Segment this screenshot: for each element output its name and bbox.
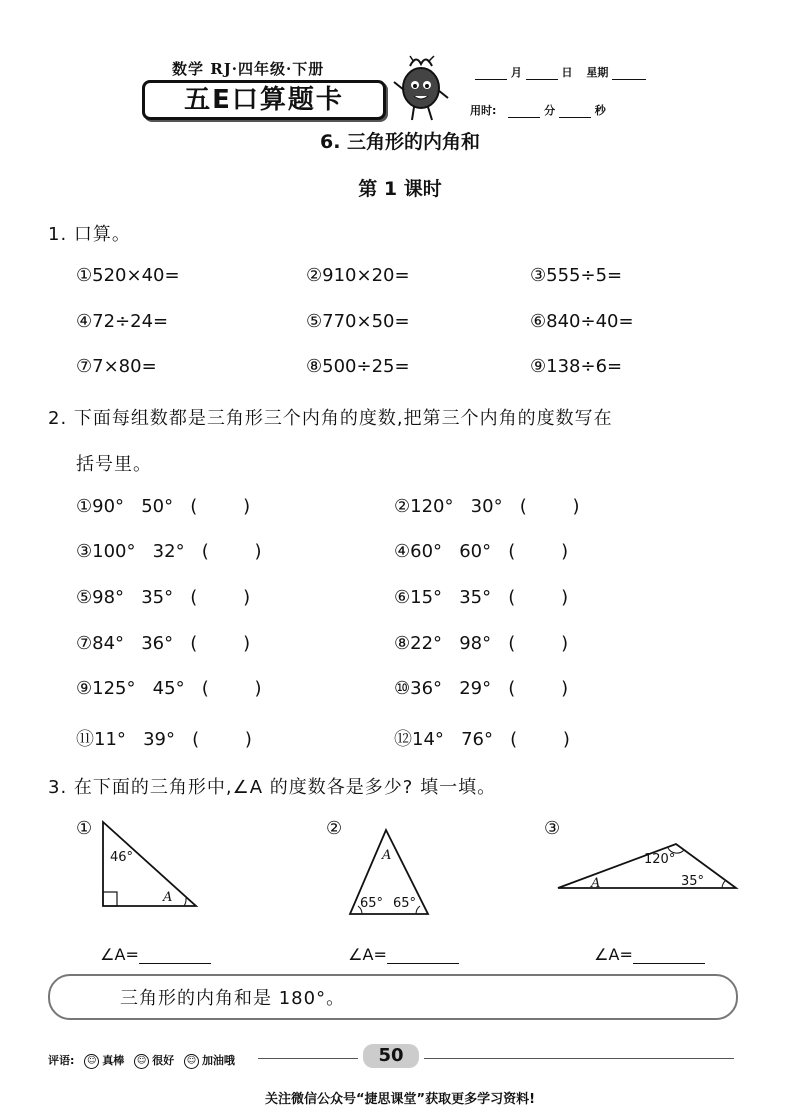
q2-item: ③100° 32° ( )	[76, 541, 262, 562]
q2-item: ⑨125° 45° ( )	[76, 678, 262, 699]
date-line	[475, 64, 646, 80]
summary-box	[48, 974, 738, 1020]
great-face-icon: ☺	[84, 1054, 99, 1069]
q2-item: ⑫14° 76° ( )	[394, 729, 570, 750]
month-blank[interactable]	[475, 67, 507, 80]
day-blank[interactable]	[526, 67, 558, 80]
time-label: 用时:	[470, 104, 497, 117]
q1-item: ⑤770×50=	[306, 311, 410, 332]
good-face-icon: ☺	[134, 1054, 149, 1069]
triangle-3-answer: ∠A=	[584, 926, 705, 964]
q1-item: ④72÷24=	[76, 311, 169, 332]
q2-item: ④60° 60° ( )	[394, 541, 569, 562]
q1-item: ⑨138÷6=	[530, 356, 623, 377]
minute-blank[interactable]	[508, 105, 540, 118]
q2-item: ②120° 30° ( )	[394, 496, 580, 517]
q2-item: ⑧22° 98° ( )	[394, 633, 569, 654]
second-label: 秒	[594, 104, 606, 117]
q1-item: ⑦7×80=	[76, 356, 157, 377]
second-blank[interactable]	[559, 105, 591, 118]
triangle-1-label-a: A	[163, 890, 173, 905]
review-label: 评语:	[48, 1054, 75, 1067]
mascot-icon	[390, 52, 452, 124]
page-number: 50	[363, 1044, 419, 1068]
q2-item: ①90° 50° ( )	[76, 496, 251, 517]
triangle-2-blank[interactable]	[387, 949, 459, 964]
book-subtitle: 数学 RJ·四年级·下册	[172, 60, 325, 78]
q2-prompt-line1: 2. 下面每组数都是三角形三个内角的度数,把第三个内角的度数写在	[48, 408, 613, 429]
q2-item: ⑥15° 35° ( )	[394, 587, 569, 608]
triangle-1-answer: ∠A=	[90, 926, 211, 964]
triangle-2-angle-right: 65°	[393, 896, 417, 911]
q1-prompt: 1. 口算。	[48, 224, 131, 245]
q2-item: ⑩36° 29° ( )	[394, 678, 569, 699]
footer-note: 关注微信公众号“捷思课堂”获取更多学习资料!	[264, 1092, 536, 1107]
triangle-1-number: ①	[76, 818, 93, 839]
summary-text: 三角形的内角和是 180°。	[120, 988, 346, 1009]
triangle-3-blank[interactable]	[633, 949, 705, 964]
q1-item: ③555÷5=	[530, 265, 623, 286]
triangle-3-label-a: A	[591, 876, 601, 891]
lesson-subtitle: 第 1 课时	[358, 178, 442, 200]
day-label: 日	[561, 66, 573, 79]
triangle-3-number: ③	[544, 818, 561, 839]
time-line	[470, 102, 606, 118]
banner-title: 五E口算题卡	[184, 85, 344, 115]
q2-prompt-line2: 括号里。	[76, 454, 152, 475]
month-label: 月	[510, 66, 522, 79]
q1-item: ⑧500÷25=	[306, 356, 410, 377]
triangle-3	[556, 840, 740, 894]
triangle-3-angle-right: 35°	[681, 874, 705, 889]
q1-item: ①520×40=	[76, 265, 180, 286]
q1-item: ②910×20=	[306, 265, 410, 286]
weekday-blank[interactable]	[612, 67, 646, 80]
banner	[142, 80, 386, 120]
divider-left	[258, 1058, 358, 1059]
triangle-2-answer: ∠A=	[338, 926, 459, 964]
minute-label: 分	[544, 104, 556, 117]
keep-going-face-icon: ☺	[184, 1054, 199, 1069]
q2-item: ⑤98° 35° ( )	[76, 587, 251, 608]
divider-right	[424, 1058, 734, 1059]
q2-item: ⑪11° 39° ( )	[76, 729, 252, 750]
review-great: 真棒	[102, 1054, 125, 1067]
triangle-2-angle-left: 65°	[360, 896, 384, 911]
triangle-1-blank[interactable]	[139, 949, 211, 964]
q2-item: ⑦84° 36° ( )	[76, 633, 251, 654]
review-good: 很好	[152, 1054, 175, 1067]
triangle-2	[346, 826, 432, 918]
weekday-label: 星期	[586, 66, 609, 79]
review-keep-going: 加油哦	[201, 1054, 235, 1067]
triangle-3-angle-top: 120°	[644, 852, 676, 867]
triangle-1-angle: 46°	[110, 850, 134, 865]
q1-item: ⑥840÷40=	[530, 311, 634, 332]
q3-prompt: 3. 在下面的三角形中,∠A 的度数各是多少? 填一填。	[48, 777, 497, 798]
triangle-2-number: ②	[326, 818, 343, 839]
triangle-2-label-a: A	[382, 848, 392, 863]
lesson-title: 6. 三角形的内角和	[319, 131, 481, 153]
review-row	[48, 1052, 235, 1069]
